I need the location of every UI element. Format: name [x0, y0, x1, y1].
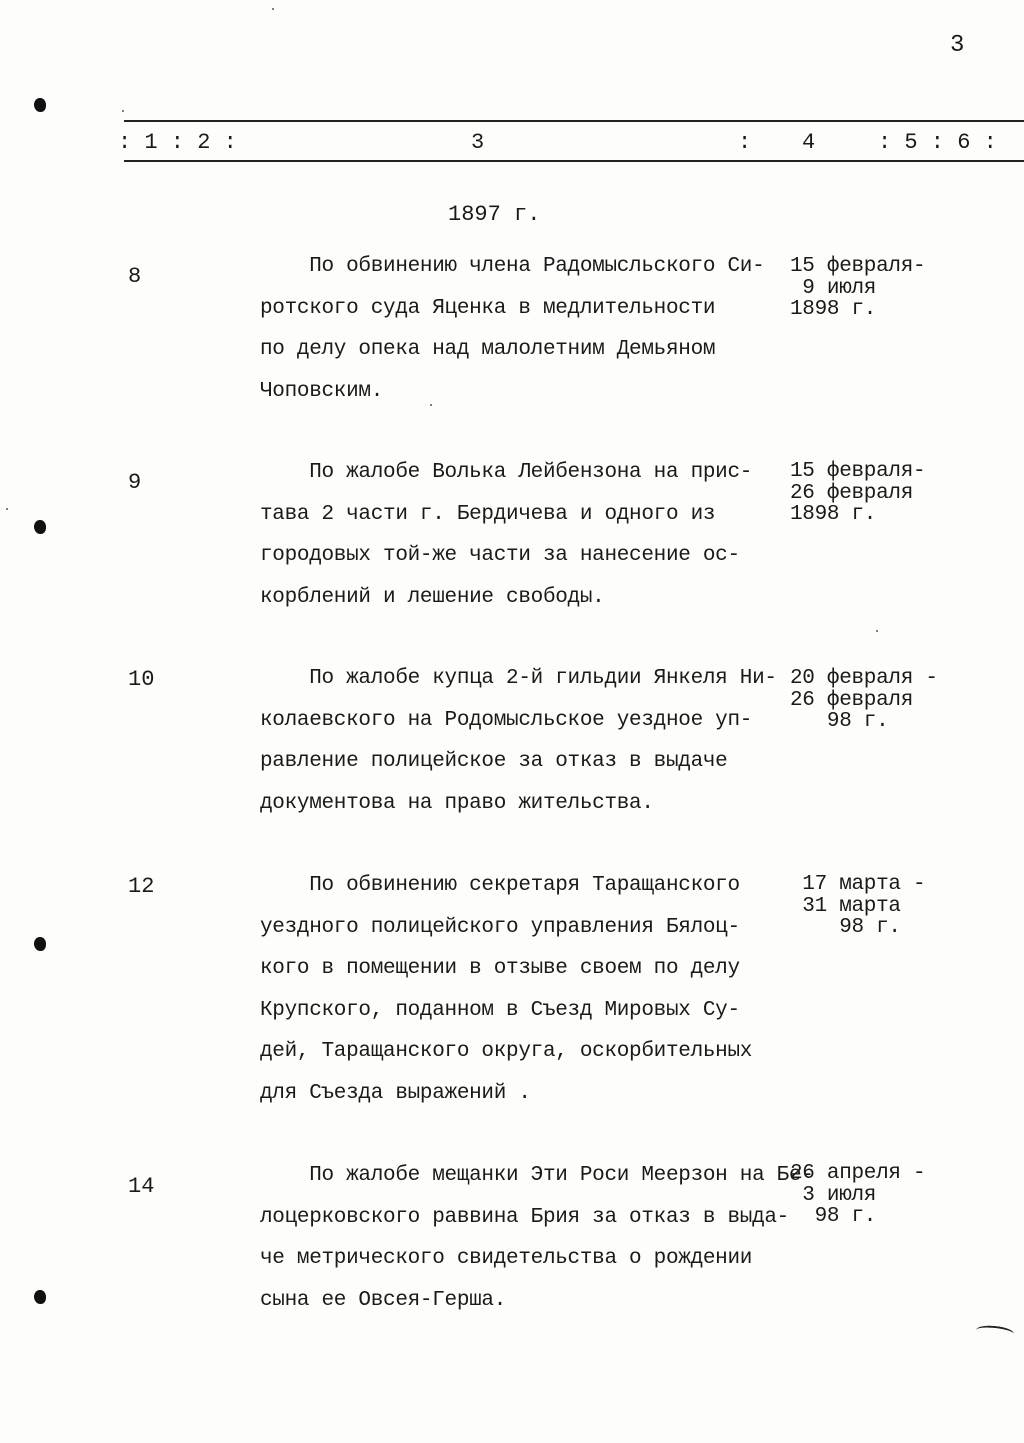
entry-dates: 15 февраля- 26 февраля 1898 г.	[790, 460, 926, 526]
column-head-3: 3	[471, 130, 485, 155]
punch-hole	[34, 937, 46, 951]
punch-hole	[34, 98, 46, 112]
entry-number: 12	[128, 874, 155, 899]
scan-speck	[6, 508, 8, 510]
scan-speck	[876, 630, 878, 632]
header-bottom-rule	[124, 160, 1024, 162]
entry-text: По жалобе Волька Лейбензона на прис- тава 2 части г. Бердичева и одного из городовых той-же части за нанесение ос- корблений и лешение свободы.	[260, 461, 753, 609]
entry-dates: 20 февраля - 26 февраля 98 г.	[790, 667, 938, 733]
entry-dates: 15 февраля- 9 июля 1898 г.	[790, 255, 926, 321]
header-top-rule	[124, 120, 1024, 122]
column-head-4: 4	[802, 130, 816, 155]
scan-speck	[430, 404, 432, 406]
entry-text: По обвинению секретаря Таращанского уездного полицейского управления Бялоц- кого в помещении в отзыве своем по делу Крупского, поданном в Съезд Мировых Су- дей, Таращанского округа, оскорбительных для Съезда выражений .	[260, 874, 753, 1105]
entry-number: 14	[128, 1174, 155, 1199]
column-head-5-6: : 5 : 6 :	[878, 130, 997, 155]
entry-dates: 17 марта - 31 марта 98 г.	[802, 873, 926, 939]
entry-text: По обвинению члена Радомысльского Си- ротского суда Яценка в медлительности по делу опека над малолетним Демьяном Чоповским.	[260, 255, 765, 403]
entry-dates: 26 апреля - 3 июля 98 г.	[790, 1162, 926, 1228]
entry-number: 9	[128, 470, 142, 495]
punch-hole	[34, 520, 46, 534]
entry-text: По жалобе купца 2-й гильдии Янкеля Ни- колаевского на Родомысльское уездное уп- равление полицейское за отказ в выдаче документова на право жительства.	[260, 667, 777, 815]
scan-speck	[122, 110, 124, 112]
entry-text: По жалобе мещанки Эти Роси Меерзон на Бе- лоцерковского раввина Брия за отказ в выда- че метрического свидетельства о рождении сына ее Овсея-Герша.	[260, 1164, 814, 1312]
entry-number: 10	[128, 667, 155, 692]
column-head-1-2: : 1 : 2 :	[118, 130, 237, 155]
edge-mark	[975, 1324, 1014, 1340]
page-number: 3	[950, 32, 965, 59]
scan-speck	[272, 8, 274, 10]
punch-hole	[34, 1290, 46, 1304]
entry-number: 8	[128, 264, 142, 289]
year-heading: 1897 г.	[448, 202, 541, 227]
column-head-separator: :	[738, 130, 752, 155]
